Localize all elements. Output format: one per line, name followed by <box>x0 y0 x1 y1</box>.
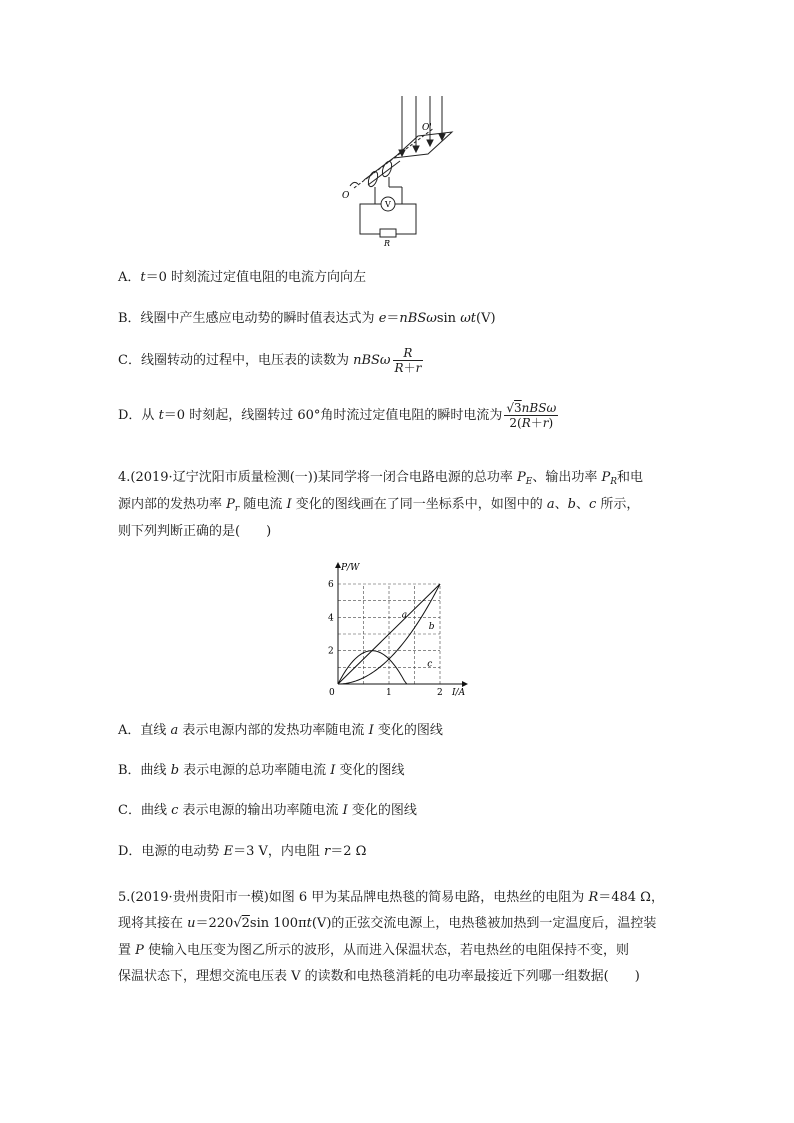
q4-line-1 <box>118 466 643 487</box>
q3-d-den-post: ) <box>548 416 554 430</box>
q4-l2-t3: 变化的图线画在了同一坐标系中，如图中的 <box>291 497 547 512</box>
q3-option-c <box>118 346 425 375</box>
q4-option-c <box>118 799 417 818</box>
q4-c-i: I <box>342 803 348 818</box>
q3-d-var-t: t <box>158 408 164 423</box>
q4-option-d <box>118 840 366 859</box>
q4-l2-t5: 、 <box>575 497 589 512</box>
q3-d-num-rest: nBSω <box>521 401 557 415</box>
q3-c-den-r2: r <box>415 361 422 375</box>
resistor-label: R <box>384 239 391 248</box>
q3-c-nbs: nBSω <box>353 353 391 368</box>
q4-a-t1: 表示电源内部的发热功率随电流 <box>178 723 369 738</box>
q4-a-i: I <box>368 723 374 738</box>
power-current-chart <box>318 558 478 698</box>
q5-line-3 <box>118 939 629 958</box>
q3-d-fraction <box>504 401 558 430</box>
q4-l2-i: I <box>286 497 292 512</box>
axis-label-o-prime: O' <box>422 123 432 133</box>
q4-l2-t1: 源内部的发热功率 <box>118 497 227 512</box>
sqrt-icon: √ <box>233 916 242 931</box>
q4-a-prefix: A．直线 <box>118 723 171 738</box>
q3-c-den-r1: R <box>394 361 404 375</box>
q4-l1-pe: P <box>517 470 526 485</box>
q4-c-t2: 变化的图线 <box>347 803 417 818</box>
q4-b-t2: 变化的图线 <box>335 763 405 778</box>
q3-d-den-plus: ＋ <box>530 416 543 430</box>
q3-a-prefix: A． <box>118 270 141 285</box>
q4-b-t1: 表示电源的总功率随电流 <box>179 763 331 778</box>
q4-l1-t2: 、输出功率 <box>532 470 602 485</box>
q3-c-fraction <box>393 346 424 375</box>
y-axis-label: P/W <box>341 563 360 573</box>
q3-d-den-r1: R <box>521 416 531 430</box>
q3-option-d <box>118 401 560 430</box>
series-label-a: a <box>401 610 408 621</box>
x-axis-arrow-icon <box>462 681 468 687</box>
q5-l2-t2: ＝220 <box>195 916 234 931</box>
x-tick-label: 2 <box>437 688 443 698</box>
q4-d-prefix: D．电源的电动势 <box>118 844 224 859</box>
q3-b-wt: ωt <box>460 311 477 326</box>
q3-a-text: ＝0 时刻流过定值电阻的电流方向向左 <box>145 270 367 285</box>
q3-b-var-e: e <box>378 311 387 326</box>
q3-b-prefix: B．线圈中产生感应电动势的瞬时值表达式为 <box>118 311 379 326</box>
axis-label-o: O <box>342 191 350 201</box>
q3-c-den-plus: ＋ <box>403 361 416 375</box>
q3-d-den-r2: r <box>542 416 549 430</box>
y-tick-label: 6 <box>328 580 334 590</box>
y-tick-label: 4 <box>328 613 334 624</box>
q4-line-3: 则下列判断正确的是( ) <box>118 524 272 539</box>
q4-b-i: I <box>330 763 336 778</box>
q3-d-prefix: D．从 <box>118 408 159 423</box>
q3-b-unit: (V) <box>476 311 496 326</box>
q5-l2-t4: (V)的正弦交流电源上，电热毯被加热到一定温度后，温控装 <box>311 916 657 931</box>
q4-d-t2: ＝2 Ω <box>330 844 367 859</box>
q4-option-a <box>118 719 443 738</box>
q4-l1-t3: 和电 <box>617 470 644 485</box>
q5-l1-r: R <box>588 890 599 905</box>
q3-b-nbs: nBSω <box>399 311 437 326</box>
q4-l1-pr-sub: R <box>610 477 618 487</box>
q3-option-b <box>118 307 496 326</box>
q3-b-sin: sin <box>436 311 461 326</box>
q5-l2-root: 2 <box>241 916 250 931</box>
q4-b-prefix: B．曲线 <box>118 763 171 778</box>
q4-c-prefix: C．曲线 <box>118 803 172 818</box>
q4-l1-pe-sub: E <box>525 477 533 487</box>
q4-d-t1: ＝3 V，内电阻 <box>233 844 324 859</box>
sqrt-icon: √ <box>506 401 515 415</box>
q4-d-r: r <box>324 844 331 859</box>
q3-c-prefix: C．线圈转动的过程中，电压表的读数为 <box>118 353 354 368</box>
q4-l2-a: a <box>546 497 555 512</box>
q4-option-b <box>118 759 405 778</box>
x-axis-label: I/A <box>452 688 466 698</box>
q3-d-root: 3 <box>514 401 522 415</box>
q4-l2-c: c <box>589 497 597 512</box>
q5-l1-t2: ＝484 Ω， <box>598 890 664 905</box>
q5-l3-p: P <box>135 943 144 958</box>
q5-l1-t1: 5.(2019·贵州贵阳市一模)如图 6 甲为某品牌电热毯的简易电路，电热丝的电阻为 <box>118 890 589 905</box>
series-label-c: c <box>427 659 433 670</box>
q5-l2-t1: 现将其接在 <box>118 916 188 931</box>
chart-axes <box>335 562 468 687</box>
q4-l2-b: b <box>567 497 576 512</box>
q5-l2-t: t <box>306 916 312 931</box>
x-tick-label: 0 <box>329 688 335 698</box>
voltmeter-label: V <box>385 200 391 209</box>
q5-l2-t3: sin 100π <box>249 916 307 931</box>
q4-l1-t1: 4.(2019·辽宁沈阳市质量检测(一))某同学将一闭合电路电源的总功率 <box>118 470 518 485</box>
q5-line-2 <box>118 912 656 931</box>
q4-c-var: c <box>171 803 179 818</box>
q4-a-var: a <box>170 723 179 738</box>
q3-a-var-t: t <box>140 270 146 285</box>
q5-line-4: 保温状态下，理想交流电压表 V 的读数和电热毯消耗的电功率最接近下列哪一组数据( ) <box>118 969 640 984</box>
coil-generator-figure <box>330 92 470 252</box>
q4-l2-p: P <box>226 497 235 512</box>
q4-d-e: E <box>223 844 234 859</box>
chart-ticks <box>328 563 466 698</box>
q3-d-den-pre: 2( <box>509 416 522 430</box>
q4-l2-t6: 所示， <box>596 497 640 512</box>
q4-l2-p-sub: r <box>234 504 240 514</box>
q3-b-eq: ＝ <box>386 311 400 326</box>
series-label-b: b <box>428 622 435 632</box>
q3-d-text: ＝0 时刻起，线圈转过 60°角时流过定值电阻的瞬时电流为 <box>163 408 503 423</box>
q5-line-1 <box>118 886 664 905</box>
q4-b-var: b <box>170 763 180 778</box>
q4-l2-t4: 、 <box>554 497 568 512</box>
q4-a-t2: 变化的图线 <box>373 723 443 738</box>
q5-l2-u: u <box>187 916 196 931</box>
q5-l3-t2: 使输入电压变为图乙所示的波形，从而进入保温状态，若电热丝的电阻保持不变，则 <box>143 943 630 958</box>
x-tick-label: 1 <box>386 688 392 698</box>
q4-c-t1: 表示电源的输出功率随电流 <box>178 803 343 818</box>
q4-l2-t2: 随电流 <box>239 497 287 512</box>
y-tick-label: 2 <box>328 646 334 657</box>
q5-l3-t1: 置 <box>118 943 136 958</box>
q4-l1-pr: P <box>601 470 611 485</box>
q3-c-numerator: R <box>393 346 424 361</box>
q4-line-2 <box>118 493 639 514</box>
q3-option-a <box>118 266 366 285</box>
